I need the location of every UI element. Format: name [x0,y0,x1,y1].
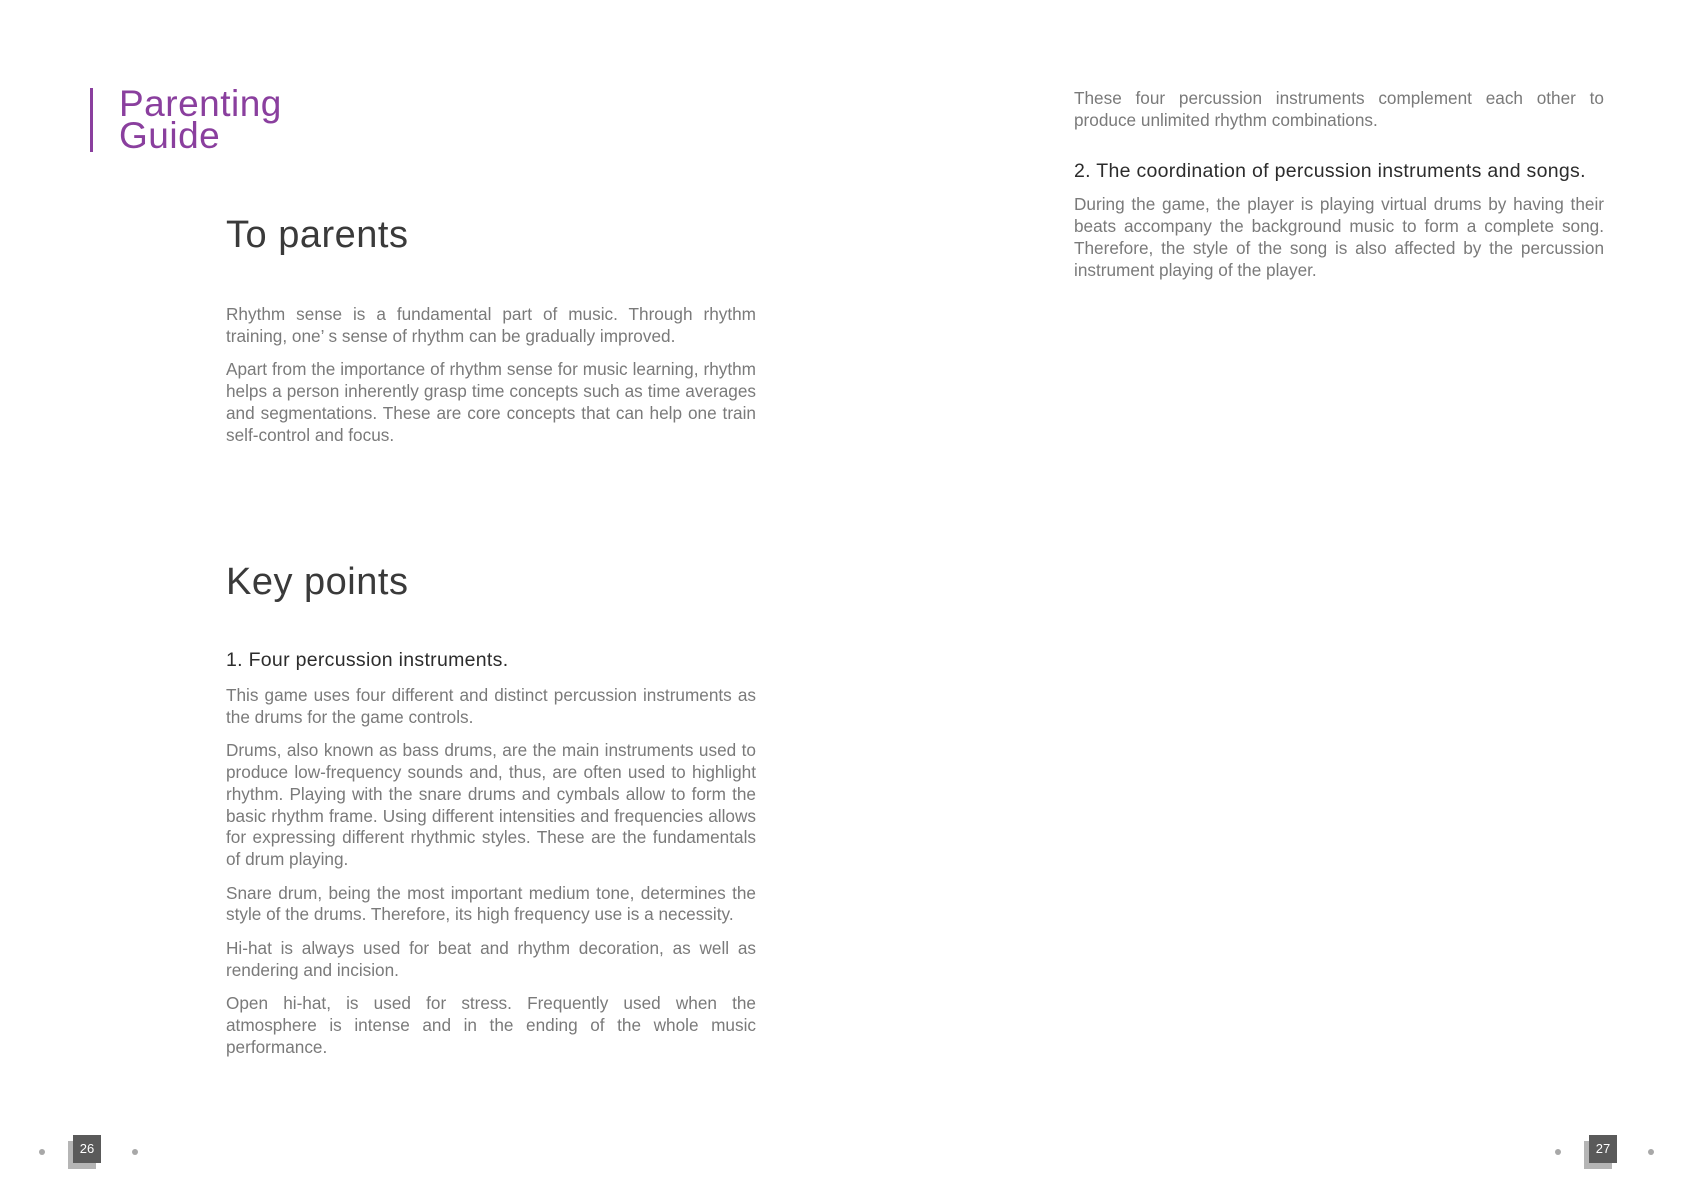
page-dot [1648,1149,1654,1155]
page-number-right [1552,1132,1672,1172]
page-number-label: 26 [73,1135,101,1163]
point2-heading: 2. The coordination of percussion instruments and songs. [1074,160,1586,183]
point1-paragraph: This game uses four different and distinct percussion instruments as the drums for the game controls. [226,685,756,727]
page-number-label: 27 [1589,1135,1617,1163]
point1-paragraph: Open hi-hat, is used for stress. Frequently used when the atmosphere is intense and in the ending of the whole music performance. [226,993,756,1057]
to-parents-paragraph: Rhythm sense is a fundamental part of music. Through rhythm training, one’ s sense of rhythm can be gradually improved. [226,304,756,346]
to-parents-paragraph: Apart from the importance of rhythm sense for music learning, rhythm helps a person inherently grasp time concepts such as time averages and segmentations. These are core concepts that can help one train self-control and focus. [226,359,756,445]
point2-paragraph: During the game, the player is playing virtual drums by having their beats accompany the background music to form a complete song. Therefore, the style of the song is also affected by the percussion instrument playing of the player. [1074,194,1604,280]
point1-heading: 1. Four percussion instruments. [226,649,509,671]
point1-paragraph: Drums, also known as bass drums, are the main instruments used to produce low-frequency sounds and, thus, are often used to highlight rhythm. Playing with the snare drums and cymbals allow to form the basic rhythm frame. Using different intensities and frequencies allows for expressing different rhythmic styles. These are the fundamentals of drum playing. [226,740,756,869]
page-number-left [36,1132,156,1172]
right-column-body [1074,88,1604,293]
point1-paragraph: Hi-hat is always used for beat and rhythm decoration, as well as rendering and incision. [226,938,756,980]
right-page [841,0,1682,1190]
point1-paragraph: Snare drum, being the most important medium tone, determines the style of the drums. Therefore, its high frequency use is a necessity. [226,882,756,925]
brand-title-line2: Guide [119,115,221,156]
key-points-body [226,648,756,1071]
brand-title [90,83,282,156]
to-parents-body [226,304,756,458]
intro-paragraph: These four percussion instruments complement each other to produce unlimited rhythm combinations. [1074,88,1604,130]
page-dot [39,1149,45,1155]
page-dot [132,1149,138,1155]
brand-title-line1: Parenting [119,83,282,124]
key-points-heading: Key points [226,561,409,603]
to-parents-heading: To parents [226,214,409,256]
page-dot [1555,1149,1561,1155]
